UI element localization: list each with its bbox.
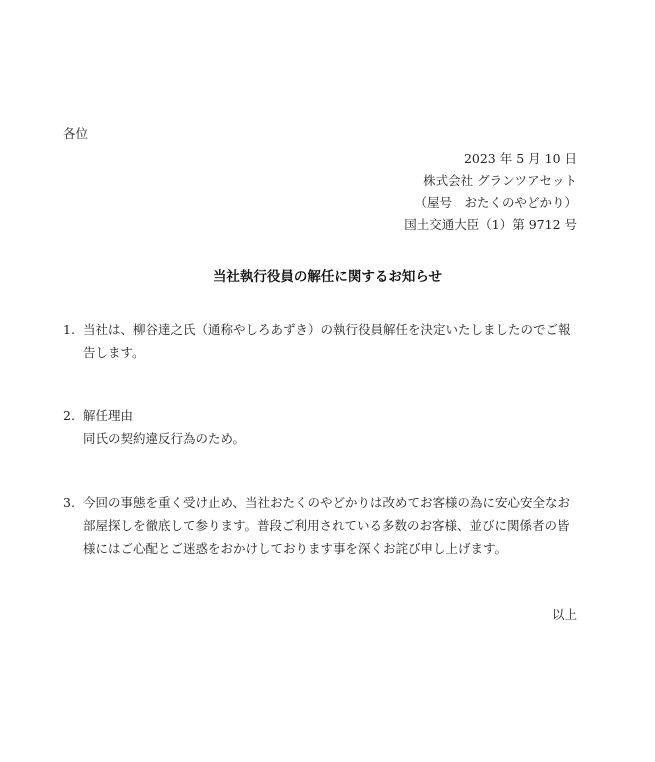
item-body bbox=[83, 491, 583, 560]
item-body bbox=[83, 318, 583, 364]
notice-item-2 bbox=[63, 404, 583, 450]
document-title: 当社執行役員の解任に関するお知らせ bbox=[212, 269, 443, 285]
issuer-block bbox=[404, 148, 577, 236]
addressee: 各位 bbox=[63, 126, 89, 141]
issue-date: 2023 年 5 月 10 日 bbox=[463, 151, 577, 166]
company-name: 株式会社 グランツアセット bbox=[423, 173, 577, 188]
notice-item-3 bbox=[63, 491, 583, 560]
notice-item-1 bbox=[63, 318, 583, 364]
item-line: 同氏の契約違反行為のため。 bbox=[83, 431, 246, 446]
item-line: 部屋探しを徹底して参ります。普段ご利用されている多数のお客様、並びに関係者の皆 bbox=[83, 518, 570, 533]
item-line: 当社は、柳谷達之氏（通称やしろあずき）の執行役員解任を決定いたしましたのでご報 bbox=[83, 322, 571, 337]
item-body bbox=[83, 404, 583, 450]
item-number: 2. bbox=[63, 408, 75, 423]
item-number: 3. bbox=[63, 495, 75, 510]
item-number: 1. bbox=[63, 322, 75, 337]
item-heading: 解任理由 bbox=[83, 408, 134, 423]
item-line: 様にはご心配とご迷惑をおかけしております事を深くお詫び申し上げます。 bbox=[83, 541, 508, 556]
item-line: 今回の事態を重く受け止め、当社おたくのやどかりは改めてお客様の為に安心安全なお bbox=[83, 495, 571, 510]
closing-remark: 以上 bbox=[551, 607, 577, 622]
item-line: 告します。 bbox=[83, 345, 145, 360]
trade-name: （屋号 おたくのやどかり） bbox=[414, 195, 577, 210]
license-number: 国土交通大臣（1）第 9712 号 bbox=[404, 217, 577, 232]
